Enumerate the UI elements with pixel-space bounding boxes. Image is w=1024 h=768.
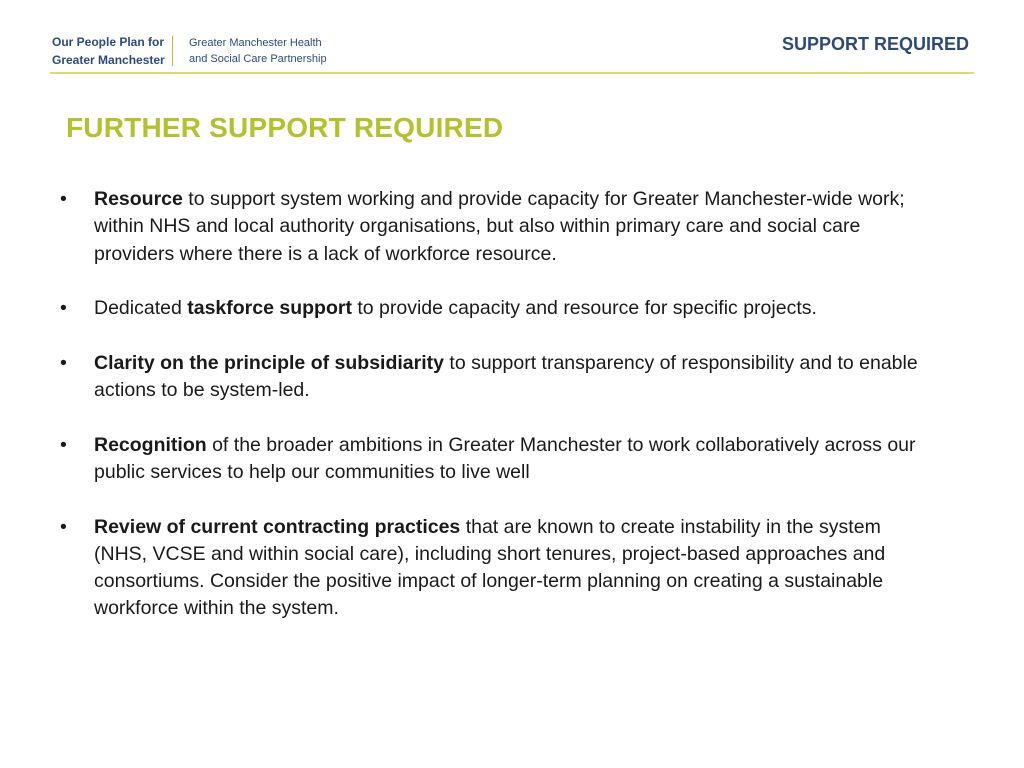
partner-logo-text (189, 35, 327, 67)
bullet-bold: taskforce support (187, 297, 352, 320)
bullet-item-contracting (58, 514, 938, 623)
org-logo-text (52, 33, 165, 69)
bullet-bold: Review of current contracting practices (94, 515, 461, 538)
bullet-item-resource (58, 186, 938, 268)
bullet-item-taskforce (58, 295, 938, 322)
bullet-text: to support system working and provide capacity for Greater Manchester-wide work; within NHS and local authority organisations, but also within primary care and social care providers where there is a lack of workforce resource. (94, 188, 905, 265)
bullet-item-subsidiarity (58, 350, 938, 405)
page-header (50, 30, 974, 74)
bullet-text: that are known to create instability in the system (NHS, VCSE and within social care), including short tenures, project-based approaches and consortiums. Consider the positive impact of longer-term planning on creating a sustainable workforce within the system. (94, 515, 886, 620)
bullet-item-recognition (58, 432, 938, 487)
bullet-text: to provide capacity and resource for specific projects. (351, 297, 817, 320)
bullet-bold: Resource (94, 188, 183, 210)
page-title: FURTHER SUPPORT REQUIRED (66, 112, 504, 143)
section-label: SUPPORT REQUIRED (781, 34, 969, 54)
bullet-icon: • (60, 515, 67, 538)
bullet-icon: • (60, 188, 67, 210)
bullet-bold: Clarity on the principle of subsidiarity (94, 351, 444, 374)
org-line-1: Our People Plan for (52, 35, 165, 49)
bullet-prefix: Dedicated (94, 297, 188, 320)
bullet-text: to support transparency of responsibility and to enable actions to be system-led. (94, 351, 918, 402)
bullet-icon: • (60, 351, 67, 374)
logo-divider (172, 36, 173, 66)
bullet-icon: • (60, 297, 67, 320)
bullet-text: of the broader ambitions in Greater Manchester to work collaboratively across our public services to help our communities to live well (94, 433, 916, 483)
bullet-bold: Recognition (94, 433, 207, 456)
bullet-icon: • (60, 433, 67, 456)
partner-line-1: Greater Manchester Health (189, 37, 322, 49)
support-bullet-list (58, 186, 938, 650)
org-line-2: Greater Manchester (52, 53, 165, 67)
partner-line-2: and Social Care Partnership (189, 53, 327, 65)
